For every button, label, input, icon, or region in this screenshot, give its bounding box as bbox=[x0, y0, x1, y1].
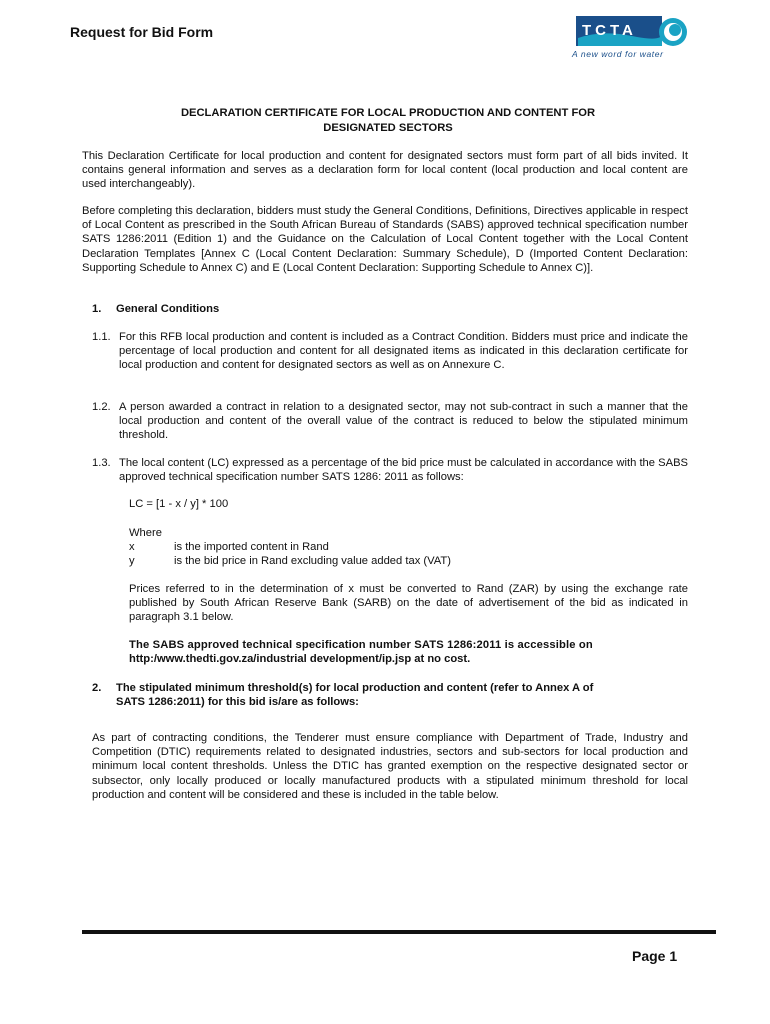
document-title-line1: DECLARATION CERTIFICATE FOR LOCAL PRODUCTION AND CONTENT FOR bbox=[180, 107, 596, 119]
variable-y-symbol: y bbox=[129, 555, 135, 567]
page-number: Page 1 bbox=[632, 948, 678, 964]
item-1-3-text: The local content (LC) expressed as a percentage of the bid price must be calculated in accordance with the SABS approved technical specification number SATS 1286: 2011 as follows: bbox=[119, 457, 688, 484]
sabs-access-note-line1: The SABS approved technical specification number SATS 1286:2011 is accessible on bbox=[129, 639, 593, 651]
section1-number: 1. bbox=[92, 303, 102, 315]
item-1-2-text: A person awarded a contract in relation to a designated sector, may not sub-contract in such a manner that the local production and content of the overall value of the contract is reduced to below the stipulated minimum threshold. bbox=[119, 401, 688, 442]
section2-heading bbox=[116, 681, 688, 709]
intro-paragraph-2: Before completing this declaration, bidders must study the General Conditions, Definitions, Directives applicable in respect of Local Content as prescribed in the South African Bureau of Standards (SABS) approved technical specification number SATS 1286:2011 (Edition 1) and the Guidance on the Calculation of Local Content together with the Local Content Declaration Templates [Annex C (Local Content Declaration: Summary Schedule), D (Imported Content Declaration: Supporting Schedule to Annex C) and E (Local Content Declaration: Supporting Schedule to Annex C)]. bbox=[82, 205, 688, 274]
intro-paragraph-1: This Declaration Certificate for local production and content for designated sectors must form part of all bids invited. It contains general information and serves as a declaration form for local content (local production and local content are used interchangeably). bbox=[82, 150, 688, 191]
prices-note: Prices referred to in the determination of x must be converted to Rand (ZAR) by using the exchange rate published by South African Reserve Bank (SARB) on the date of advertisement of the bid as indicated in paragraph 3.1 below. bbox=[129, 583, 688, 624]
section2-heading-line2: SATS 1286:2011) for this bid is/are as follows: bbox=[116, 696, 359, 709]
variable-x-meaning: is the imported content in Rand bbox=[174, 541, 329, 553]
item-1-3-number: 1.3. bbox=[92, 457, 111, 469]
footer-divider bbox=[82, 930, 716, 934]
logo-tagline: A new word for water bbox=[572, 49, 664, 59]
header-title: Request for Bid Form bbox=[70, 24, 214, 40]
item-1-1-text: For this RFB local production and content is included as a Contract Condition. Bidders must price and indicate the percentage of local production and content for all designated items as indicated in this declaration certificate for local production and content for designated sectors as well as on Annexure C. bbox=[119, 331, 688, 372]
document-title-line2: DESIGNATED SECTORS bbox=[323, 122, 453, 134]
item-1-1-number: 1.1. bbox=[92, 331, 111, 343]
sabs-access-note-line2: http:/www.thedti.gov.za/industrial development/ip.jsp at no cost. bbox=[129, 653, 471, 666]
document-title bbox=[100, 106, 676, 136]
lc-formula: LC = [1 - x / y] * 100 bbox=[129, 498, 229, 510]
section1-heading: General Conditions bbox=[116, 303, 220, 315]
variable-y-meaning: is the bid price in Rand excluding value added tax (VAT) bbox=[174, 555, 451, 567]
variable-x-symbol: x bbox=[129, 541, 135, 553]
item-1-2-number: 1.2. bbox=[92, 401, 111, 413]
sabs-access-note bbox=[129, 638, 688, 666]
section2-body: As part of contracting conditions, the Tenderer must ensure compliance with Department of Trade, Industry and Competition (DTIC) requirements related to designated industries, sectors and sub-sectors for local production and minimum local content thresholds. Unless the DTIC has granted exemption on the respective designated sector or subsector, only locally produced or locally manufactured products with a stipulated minimum threshold for local production and content will be considered and these is included in the table below. bbox=[92, 732, 688, 801]
section2-number: 2. bbox=[92, 682, 102, 694]
where-label: Where bbox=[129, 527, 162, 539]
logo-text: TCTA bbox=[582, 22, 637, 39]
section2-heading-line1: The stipulated minimum threshold(s) for local production and content (refer to Annex A of bbox=[116, 682, 594, 694]
logo-drop bbox=[669, 24, 681, 36]
